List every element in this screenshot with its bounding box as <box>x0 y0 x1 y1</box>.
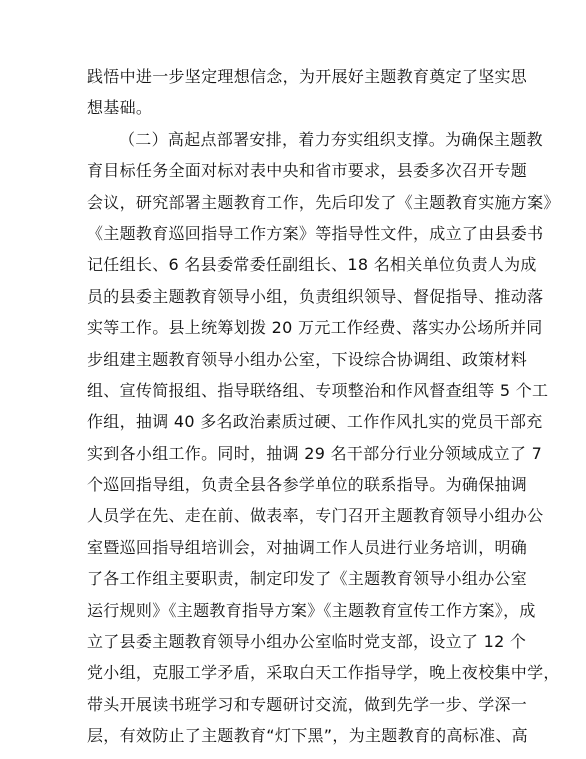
text-line: 记任组长、6 名县委常委任副组长、18 名相关单位负责人为成 <box>87 255 537 275</box>
text-line: 实到各小组工作。同时，抽调 29 名干部分行业分领域成立了 7 <box>87 443 543 463</box>
text-line: 室暨巡回指导组培训会，对抽调工作人员进行业务培训，明确 <box>87 537 528 557</box>
text-line: 党小组，克服工学矛盾，采取白天工作指导学，晚上夜校集中学， <box>87 663 560 683</box>
text-line: 实等工作。县上统筹划拨 20 万元工作经费、落实办公场所并同 <box>87 318 543 338</box>
document-body <box>87 61 560 752</box>
text-line: 《主题教育巡回指导工作方案》等指导性文件，成立了由县委书 <box>87 223 544 243</box>
text-line: 带头开展读书班学习和专题研讨交流，做到先学一步、学深一 <box>87 694 528 714</box>
text-line: 育目标任务全面对标对表中央和省市要求，县委多次召开专题 <box>87 161 528 181</box>
text-line: 运行规则》《主题教育指导方案》《主题教育宣传工作方案》，成 <box>87 600 536 620</box>
text-line: 个巡回指导组，负责全县各参学单位的联系指导。为确保抽调 <box>87 475 528 495</box>
text-line: 了各工作组主要职责，制定印发了《主题教育领导小组办公室 <box>87 569 528 589</box>
text-line: 作组，抽调 40 多名政治素质过硬、工作作风扎实的党员干部充 <box>87 412 543 432</box>
text-line: 想基础。 <box>87 98 153 118</box>
text-line: 会议，研究部署主题教育工作，先后印发了《主题教育实施方案》 <box>87 192 560 212</box>
text-line: 员的县委主题教育领导小组，负责组织领导、督促指导、推动落 <box>87 286 544 306</box>
section-heading-line: （二）高起点部署安排，着力夯实组织支撑。为确保主题教 <box>119 129 543 149</box>
text-line: 践悟中进一步坚定理想信念，为开展好主题教育奠定了坚实思 <box>87 67 528 86</box>
text-line: 人员学在先、走在前、做表率，专门召开主题教育领导小组办公 <box>87 506 544 526</box>
text-line: 层，有效防止了主题教育“灯下黑”，为主题教育的高标准、高 <box>87 726 528 746</box>
text-line: 组、宣传简报组、指导联络组、专项整治和作风督查组等 5 个工 <box>87 380 549 400</box>
text-line: 立了县委主题教育领导小组办公室临时党支部，设立了 12 个 <box>87 632 527 652</box>
text-line: 步组建主题教育领导小组办公室，下设综合协调组、政策材料 <box>87 349 528 369</box>
